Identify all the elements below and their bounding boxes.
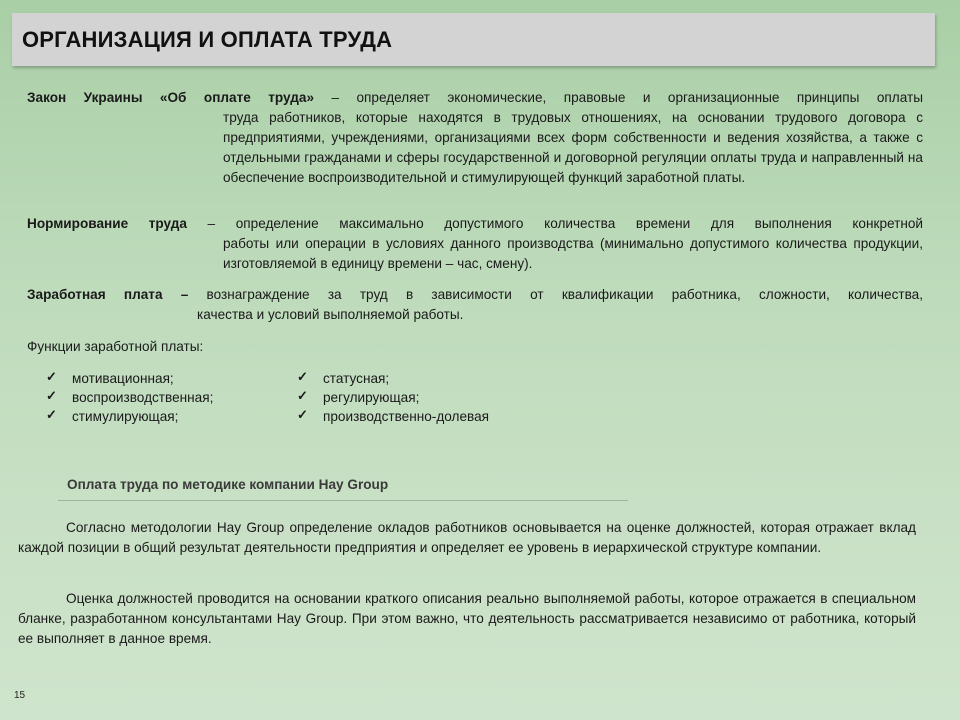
list-item-label: стимулирующая; xyxy=(72,409,179,424)
definition-norming-lead: определение максимально допустимого количества времени для выполнения конкретной xyxy=(235,216,924,231)
list-item xyxy=(297,369,489,388)
check-icon: ✓ xyxy=(46,407,57,422)
definition-law-lead: определяет экономические, правовые и организационные принципы оплаты xyxy=(356,90,923,105)
check-icon: ✓ xyxy=(297,388,308,403)
definition-salary-first-line xyxy=(27,285,923,305)
definition-law-term: Закон Украины «Об оплате труда» xyxy=(27,90,315,105)
definition-norming xyxy=(27,214,923,274)
list-item-label: мотивационная; xyxy=(72,371,174,386)
definition-law-body: труда работников, которые находятся в трудовых отношениях, на основании трудового договора с предприятиями, учреждениями, организациями всех форм собственности и ведения хозяйства, а также с отдельными гражданами и сферы государственной и договорной регуляции оплаты труда и направленный на обеспечение воспроизводительной и стимулирующей функций заработной платы. xyxy=(223,110,923,185)
check-icon: ✓ xyxy=(297,369,308,384)
page-number: 15 xyxy=(14,690,26,701)
definition-norming-dash: – xyxy=(186,216,236,231)
section-divider xyxy=(58,500,628,501)
definition-salary-term: Заработная плата – xyxy=(27,287,189,302)
list-item xyxy=(297,388,489,407)
definition-norming-body: работы или операции в условиях данного производства (минимально допустимого количества продукции, изготовляемой в единицу времени – час, смену). xyxy=(223,236,923,271)
definition-law xyxy=(27,88,923,188)
list-item xyxy=(46,407,213,426)
definition-salary xyxy=(27,285,923,325)
definition-norming-first-line xyxy=(27,214,923,234)
page-title: ОРГАНИЗАЦИЯ И ОПЛАТА ТРУДА xyxy=(22,27,393,52)
hay-paragraph-2: Оценка должностей проводится на основании краткого описания реально выполняемой работы, которое отражается в специальном бланке, разработанном консультантами Hay Group. При этом важно, что деятельность рассматривается независимо от работника, который ее выполняет в данное время. xyxy=(18,591,916,646)
hay-paragraph-1: Согласно методологии Hay Group определение окладов работников основывается на оценке должностей, которая отражает вклад каждой позиции в общий результат деятельности предприятия и определяет ее уровень в иерархической структуре компании. xyxy=(18,520,916,555)
definition-law-first-line xyxy=(27,88,923,108)
list-item xyxy=(297,407,489,426)
functions-list-left xyxy=(46,369,213,426)
definition-salary-lead: вознаграждение за труд в зависимости от квалификации работника, сложности, количества, xyxy=(206,287,923,302)
list-item xyxy=(46,369,213,388)
definition-salary-body: качества и условий выполняемой работы. xyxy=(197,307,464,322)
list-item-label: статусная; xyxy=(323,371,390,386)
definition-norming-term: Нормирование труда xyxy=(27,216,187,231)
definition-salary-dash xyxy=(188,287,206,302)
functions-list-right xyxy=(297,369,489,426)
functions-title: Функции заработной платы: xyxy=(27,339,204,354)
list-item xyxy=(46,388,213,407)
hay-section-heading: Оплата труда по методике компании Hay Group xyxy=(67,477,389,492)
definition-law-dash: – xyxy=(314,90,357,105)
list-item-label: производственно-долевая xyxy=(323,409,489,424)
check-icon: ✓ xyxy=(46,388,57,403)
check-icon: ✓ xyxy=(46,369,57,384)
title-bar xyxy=(12,13,935,66)
list-item-label: воспроизводственная; xyxy=(72,390,214,405)
check-icon: ✓ xyxy=(297,407,308,422)
list-item-label: регулирующая; xyxy=(323,390,420,405)
